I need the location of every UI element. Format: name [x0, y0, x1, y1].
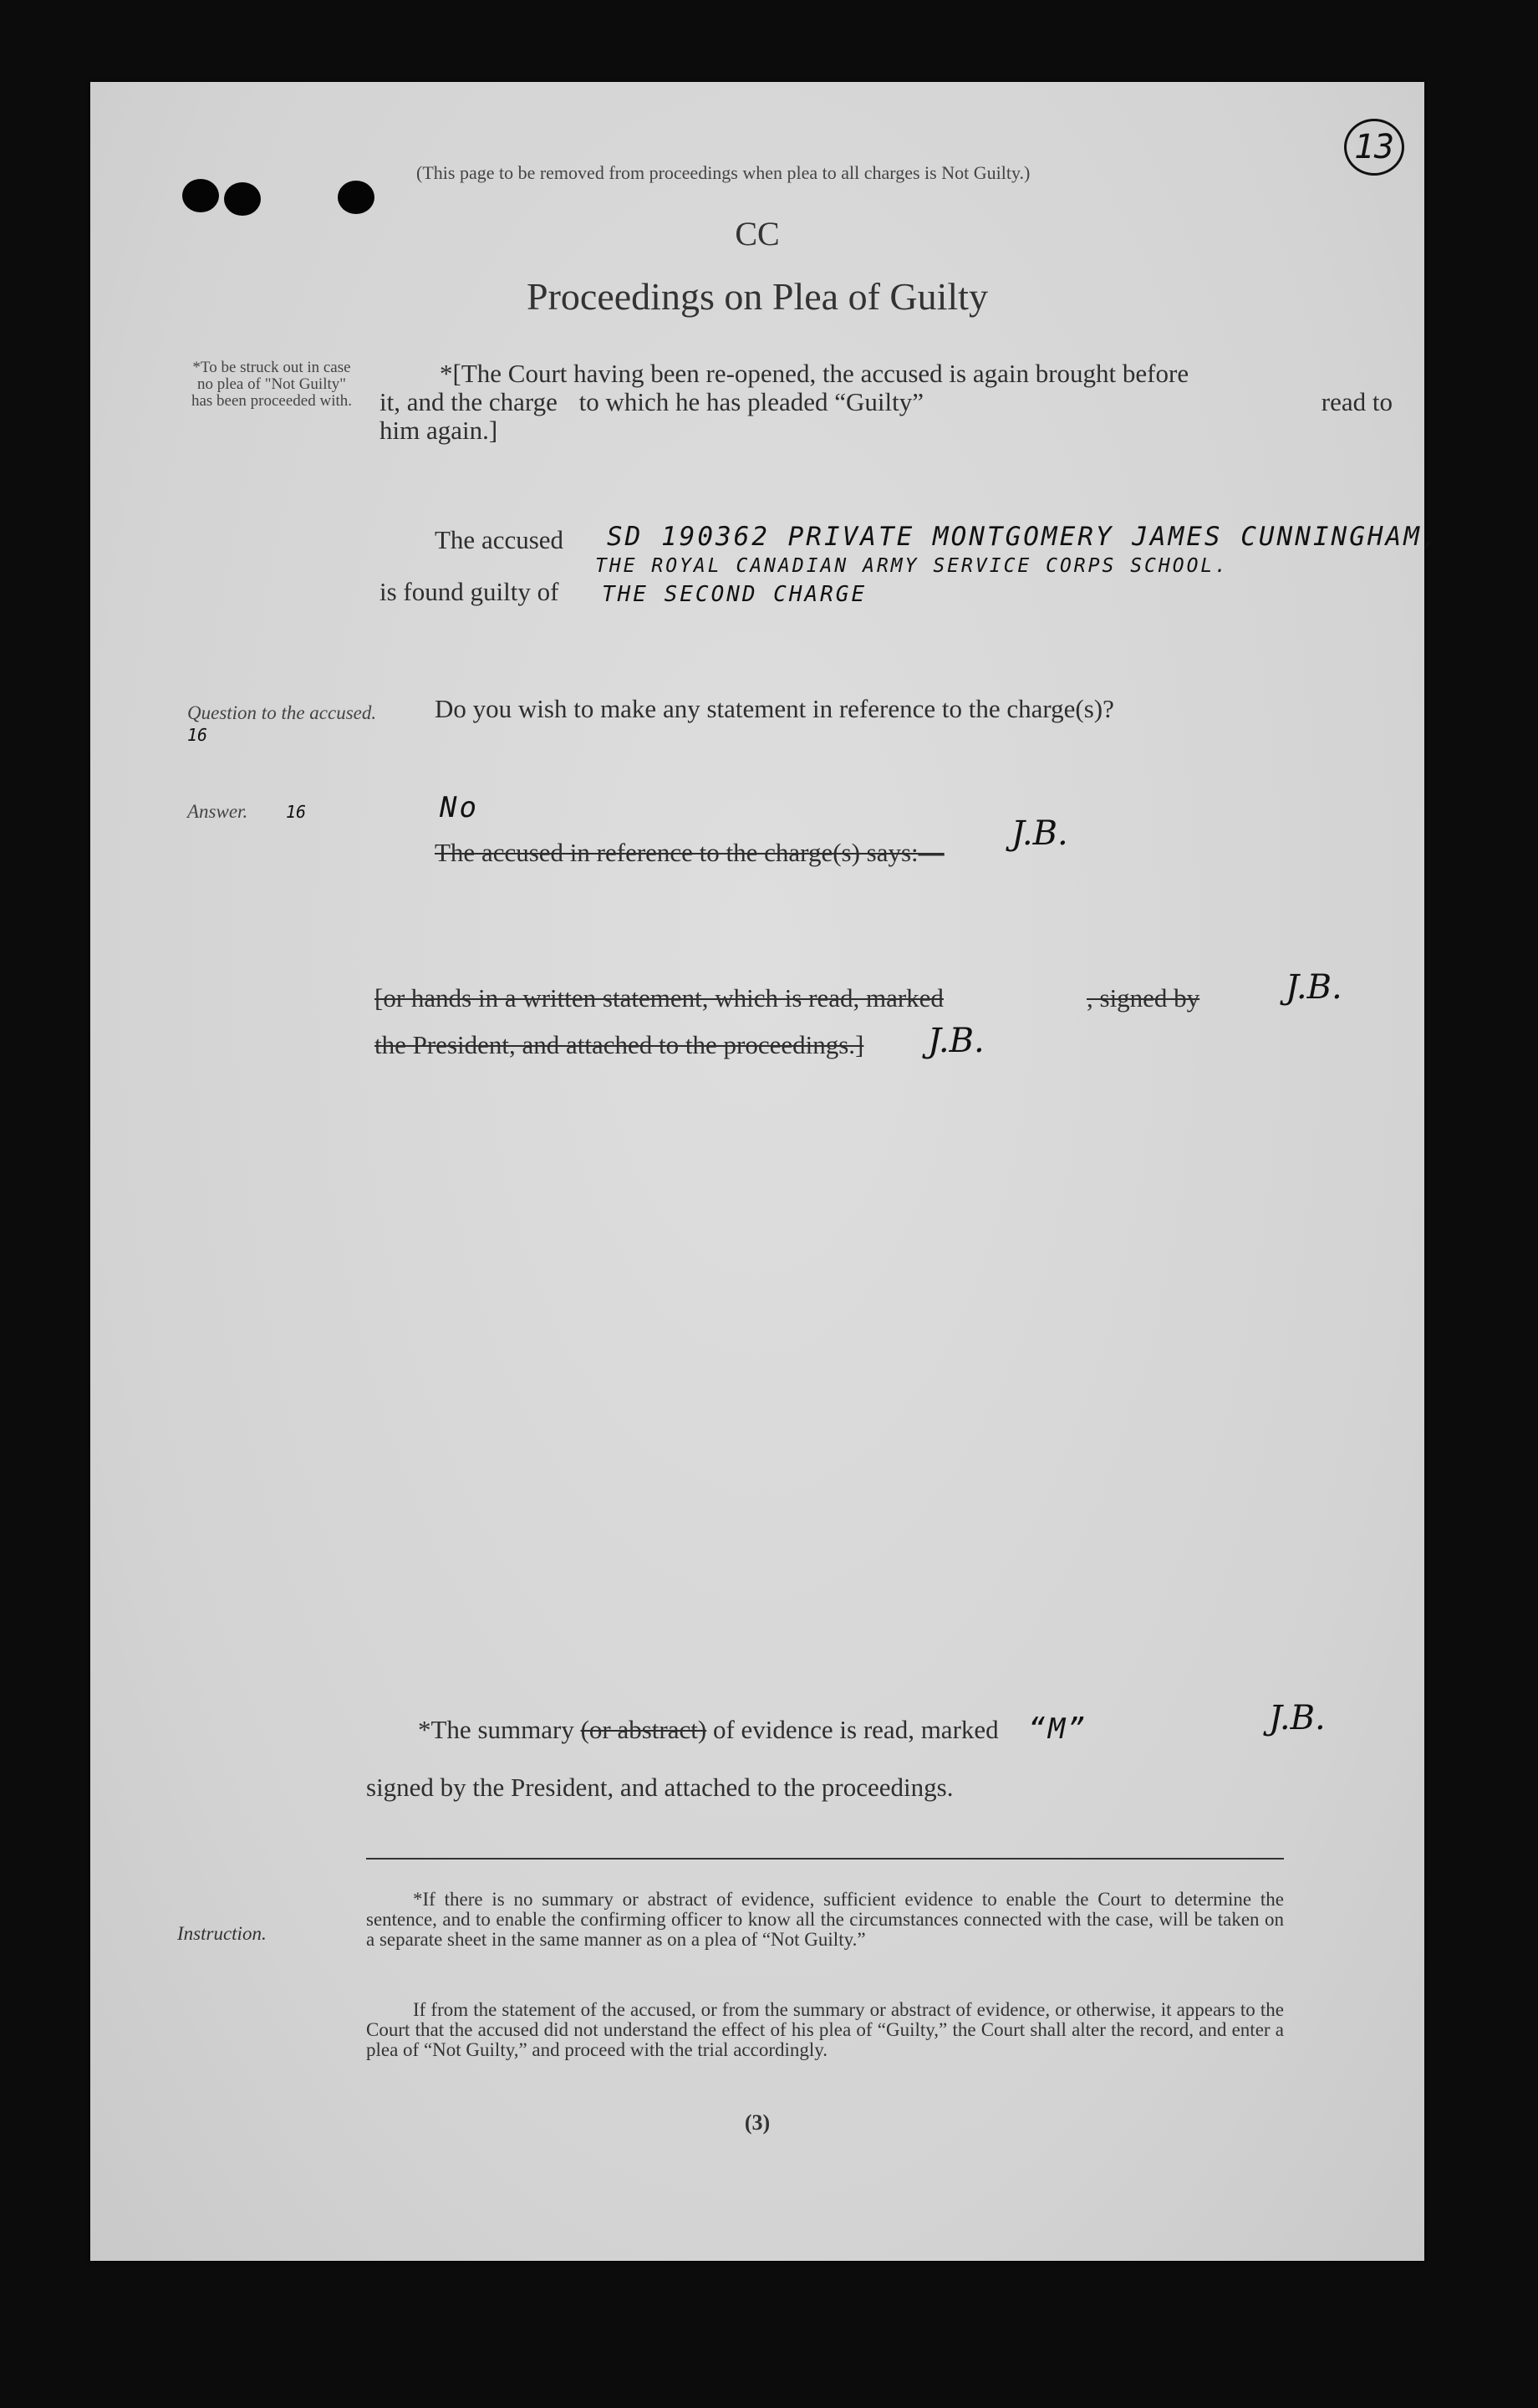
found-guilty-label: is found guilty of	[379, 577, 559, 606]
instruction-paragraph-2: If from the statement of the accused, or from the summary or abstract of evidence, or otherwise, it appears to the Court that the accused did not understand the effect of his plea of “Guilty,” the Court shall alter the record, and enter a plea of “Not Guilty,” and proceed with the trial accordingly.	[366, 1999, 1284, 2060]
reopened-line-3-text: him again.]	[379, 416, 498, 445]
document-page	[90, 82, 1440, 2261]
initials-2	[1286, 968, 1342, 1007]
removal-notice: (This page to be removed from proceedings when plea to all charges is Not Guilty.)	[416, 162, 1031, 183]
summary-mark-handwritten: “M”	[1028, 1712, 1087, 1746]
answer-mark-handwritten: 16	[285, 802, 307, 822]
summary-text-a: *The summary	[418, 1715, 574, 1744]
initials-3-text: J.B.	[928, 1022, 985, 1060]
initials-3	[928, 1022, 985, 1060]
question-text: Do you wish to make any statement in reference to the charge(s)?	[435, 694, 1114, 723]
initials-4-text: J.B.	[1269, 1699, 1326, 1737]
reopened-line-3	[379, 416, 1393, 445]
summary-struck-abstract: (or abstract)	[580, 1715, 707, 1744]
question-mark-handwritten: 16	[187, 725, 208, 745]
punch-hole-1	[182, 179, 219, 212]
accused-name-handwritten: SD 190362 PRIVATE MONTGOMERY JAMES CUNNINGHAM,	[607, 522, 1440, 552]
page-title: Proceedings on Plea of Guilty	[527, 275, 988, 318]
punch-hole-2	[224, 182, 261, 216]
footer-page-number: (3)	[744, 2110, 771, 2135]
struck-accused-says: The accused in reference to the charge(s) says:—	[435, 838, 945, 867]
question-label-text: Question to the accused.	[187, 702, 377, 723]
reopened-line-2	[379, 388, 1393, 416]
struck-written-statement-1: [or hands in a written statement, which is read, marked	[374, 983, 944, 1013]
answer-label-text: Answer.	[187, 801, 248, 822]
accused-label: The accused	[435, 525, 564, 554]
punch-hole-3	[338, 181, 374, 214]
charge-handwritten: THE SECOND CHARGE	[602, 582, 868, 607]
question-margin-label	[187, 702, 379, 746]
circled-page-number	[1344, 119, 1404, 176]
initials-4	[1269, 1699, 1326, 1737]
form-code: CC	[735, 215, 780, 253]
reopened-line-1-text: *[The Court having been re-opened, the accused is again brought before	[440, 359, 1189, 388]
answer-margin-label	[187, 803, 379, 821]
reopened-line-1	[379, 360, 1393, 388]
summary-text-b: of evidence is read, marked	[712, 1715, 999, 1744]
struck-written-statement-3: the President, and attached to the proceedings.]	[374, 1030, 864, 1059]
answer-handwritten: No	[440, 791, 479, 824]
instruction-paragraph-1: *If there is no summary or abstract of evidence, sufficient evidence to enable the Court to determine the sentence, and to enable the confirming officer to know all the circumstances connected with the case, will be taken on a separate sheet in the same manner as on a plea of “Not Guilty.”	[366, 1889, 1284, 1950]
reopened-line-2-a: it, and the charge	[379, 387, 558, 416]
accused-unit-handwritten: THE ROYAL CANADIAN ARMY SERVICE CORPS SCHOOL.	[595, 555, 1230, 577]
summary-line-1	[418, 1712, 1087, 1746]
page-number-handwritten: 13	[1353, 128, 1395, 166]
initials-2-text: J.B.	[1286, 968, 1342, 1007]
summary-line-2: signed by the President, and attached to the proceedings.	[366, 1773, 954, 1802]
reopened-line-2-c: read to	[1321, 387, 1393, 416]
reopened-paragraph	[379, 360, 1393, 445]
instruction-margin-label: Instruction.	[177, 1923, 267, 1944]
initials-1	[1011, 814, 1068, 853]
struck-written-statement-2: , signed by	[1087, 983, 1200, 1013]
struck-out-margin-note: *To be struck out in case no plea of "Not Guilty" has been proceeded with.	[191, 359, 353, 410]
initials-1-text: J.B.	[1011, 814, 1068, 853]
section-divider	[366, 1858, 1284, 1860]
reopened-line-2-b: to which he has pleaded “Guilty”	[578, 387, 924, 416]
